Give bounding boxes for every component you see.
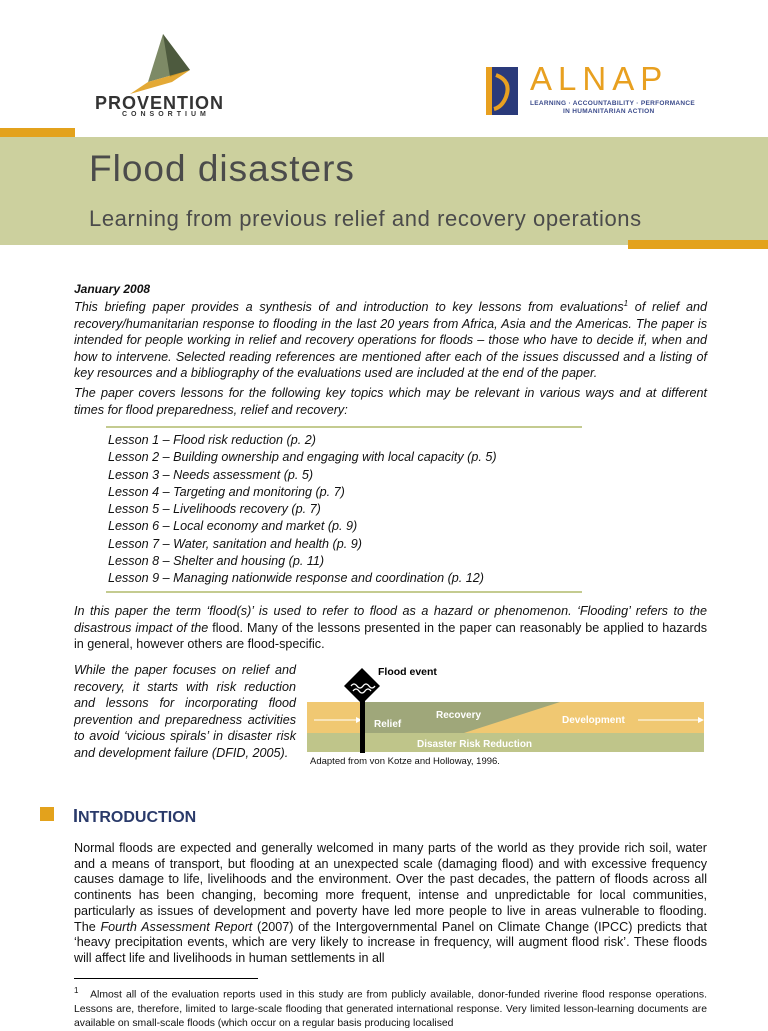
- accent-bar-left: [0, 128, 75, 137]
- lesson-item: Lesson 6 – Local economy and market (p. 9): [108, 519, 358, 534]
- development-label: Development: [562, 715, 625, 726]
- accent-bar-right: [628, 240, 768, 249]
- alnap-logo-mark: [486, 67, 518, 115]
- lessons-rule-top: [106, 426, 582, 428]
- recovery-label: Recovery: [436, 710, 482, 721]
- footnote-ref: 1: [623, 299, 629, 308]
- footnote: $^1$ Almost all of the evaluation reports used in this study are from publicly available, donor-funded riverine flood response operations. Lessons are, therefore, limited to large-scale flooding that generated international response. Very limited lesson-learning documents are available on small-scale floods (which occur on a regular basis producing localised: [74, 986, 707, 1029]
- alnap-logo-text: ALNAP: [530, 60, 669, 97]
- provention-logo-subtext: CONSORTIUM: [122, 111, 210, 118]
- focus-paragraph: While the paper focuses on relief and recovery, it starts with risk reduction and lessons for incorporating flood prevention and preparedness activities to avoid ‘vicious spirals’ in disaster risk and development failure (DFID, 2005).: [74, 663, 296, 760]
- drr-label: Disaster Risk Reduction: [417, 739, 533, 750]
- lesson-item: Lesson 9 – Managing nationwide response and coordination (p. 12): [108, 571, 484, 586]
- flood-cycle-diagram: [304, 660, 708, 760]
- lesson-item: Lesson 4 – Targeting and monitoring (p. 7): [108, 484, 345, 499]
- lesson-item: Lesson 3 – Needs assessment (p. 5): [108, 467, 314, 482]
- page-title: Flood disasters: [89, 148, 355, 189]
- lesson-item: Lesson 5 – Livelihoods recovery (p. 7): [108, 502, 321, 517]
- flood-event-label: Flood event: [378, 666, 437, 678]
- terminology-paragraph: In this paper the term ‘flood(s)’ is used to refer to flood as a hazard or phenomenon. ‘Flooding’ refers to the disastrous impact of the flood. Many of the lessons presented in the paper can reasonably be applied to hazards in general, however others are flood-specific.: [74, 604, 707, 651]
- lessons-rule-bottom: [106, 591, 582, 593]
- diagram-caption: Adapted from von Kotze and Holloway, 1996.: [310, 756, 500, 767]
- lesson-item: Lesson 8 – Shelter and housing (p. 11): [108, 554, 325, 569]
- introduction-paragraph: Normal floods are expected and generally welcomed in many parts of the world as they provide rich soil, water and a means of transport, but flooding at an unexpected scale (damaging flood) and with excessive frequency causes damage to life, livelihoods and the environment. Over the past decades, the pattern of floods across all continents has been changing, becoming more frequent, intense and unpredictable for local communities, particularly as issues of development and poverty have led more people to live in areas vulnerable to flooding. The Fourth Assessment Report (2007) of the Intergovernmental Panel on Climate Change (IPCC) predicts that ‘heavy precipitation events, which are very likely to increase in frequency, will augment flood risk’. These floods will affect life and livelihoods in human settlements in all: [74, 841, 707, 965]
- lesson-item: Lesson 7 – Water, sanitation and health (p. 9): [108, 536, 362, 551]
- section-heading-introduction: INTRODUCTION: [73, 806, 197, 826]
- intro-paragraph: This briefing paper provides a synthesis of and introduction to key lessons from evaluations$^1$ of relief and recovery/humanitarian response to flooding in the last 20 years from Africa, Asia and the Americas. The paper is intended for people working in relief and recovery operations for floods – those who have to decide if, when and how to intervene. Selected reading references are mentioned after each of the issues discussed and a listing of key resources and a bibliography of the evaluations used are included at the end of the paper.: [74, 299, 707, 381]
- alnap-tagline-2: IN HUMANITARIAN ACTION: [563, 108, 655, 115]
- alnap-tagline: LEARNING · ACCOUNTABILITY · PERFORMANCE: [530, 100, 696, 107]
- provention-logo-text: PROVENTION: [95, 93, 225, 113]
- footnote-divider: [74, 978, 258, 979]
- lesson-item: Lesson 1 – Flood risk reduction (p. 2): [108, 433, 316, 447]
- page-subtitle: Learning from previous relief and recovery operations: [89, 206, 642, 231]
- topics-paragraph: The paper covers lessons for the following key topics which may be relevant in various ways and at different times for flood preparedness, relief and recovery:: [74, 386, 707, 417]
- section-marker-icon: [40, 807, 54, 821]
- lessons-list: [108, 432, 497, 588]
- relief-label: Relief: [374, 719, 402, 730]
- publication-date: January 2008: [74, 282, 151, 296]
- lesson-item: Lesson 2 – Building ownership and engaging with local capacity (p. 5): [108, 450, 497, 465]
